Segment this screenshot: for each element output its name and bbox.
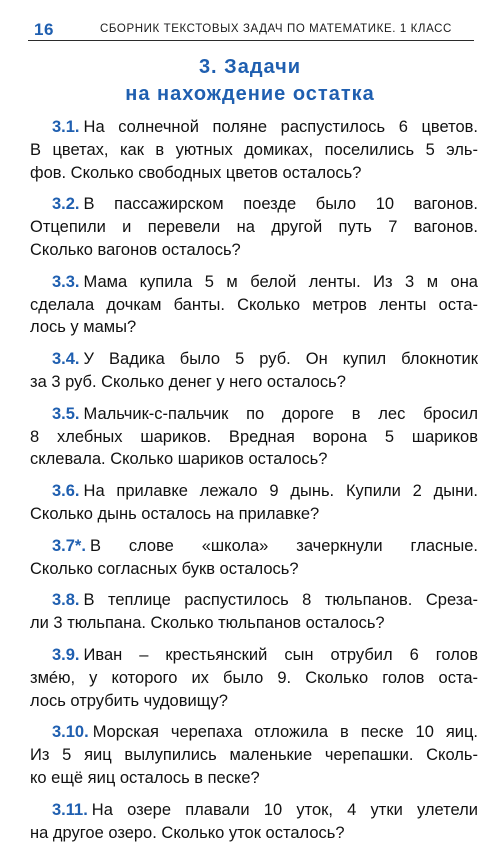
- problem-item: [30, 589, 478, 635]
- problem-text: На солнечной поляне распустилось 6 цветов.: [83, 118, 478, 136]
- problem-number: 3.6.: [52, 482, 80, 501]
- problem-text: за 3 руб. Сколько денег у него осталось?: [30, 372, 346, 391]
- problem-text: В цветах, как в уютных домиках, поселились 5 эль-: [30, 140, 478, 159]
- problem-text: ко ещё яиц осталось в песке?: [30, 768, 260, 787]
- problem-text-line: [30, 271, 478, 294]
- problem-text: Морская черепаха отложила в песке 10 яиц.: [92, 723, 478, 742]
- problem-text-line: [30, 589, 478, 612]
- problem-text-line: [30, 348, 478, 371]
- problem-text: Из 5 яиц вылупились маленькие черепашки. Сколь-: [30, 746, 478, 765]
- problem-item: [30, 480, 478, 526]
- running-head: [28, 20, 474, 42]
- problem-item: [30, 403, 478, 471]
- problem-text: лось у мамы?: [30, 318, 137, 337]
- problem-text: Иван – крестьянский сын отрубил 6 голов: [83, 645, 478, 664]
- header-rule: [28, 40, 474, 41]
- problem-number: 3.11.: [52, 800, 88, 819]
- problem-text: Мальчик-с-пальчик по дороге в лес бросил: [83, 404, 478, 423]
- problem-item: [30, 644, 478, 712]
- problem-text-line: [30, 426, 478, 449]
- problem-text-line: [30, 667, 478, 690]
- problem-text: ли 3 тюльпана. Сколько тюльпанов осталось?: [30, 614, 385, 633]
- problem-text: склевала. Сколько шариков осталось?: [30, 450, 328, 469]
- problem-number: 3.8.: [52, 591, 80, 610]
- problem-text: В пассажирском поезде было 10 вагонов.: [83, 195, 478, 214]
- problem-text-line: [30, 239, 478, 262]
- section-title-line-1: 3. Задачи: [198, 56, 302, 78]
- problem-text-line: [30, 690, 478, 713]
- problem-text: В слове «школа» зачеркнули гласные.: [89, 536, 478, 555]
- problem-text-line: [30, 503, 478, 526]
- problem-text-line: [30, 371, 478, 394]
- problem-item: [30, 116, 478, 184]
- problem-number: 3.5.: [52, 404, 80, 423]
- problem-text: лось отрубить чудовищу?: [30, 691, 228, 710]
- problem-text: Сколько дынь осталось на прилавке?: [30, 504, 320, 523]
- problem-text-line: [30, 644, 478, 667]
- problem-text-line: [30, 448, 478, 471]
- problem-number: 3.10.: [52, 723, 89, 742]
- problem-text-line: [30, 721, 478, 744]
- problem-text: Сколько согласных букв осталось?: [30, 559, 299, 578]
- running-title: СБОРНИК ТЕКСТОВЫХ ЗАДАЧ ПО МАТЕМАТИКЕ. 1 КЛАСС: [100, 23, 452, 35]
- problem-text-line: [30, 316, 478, 339]
- problem-text: змéю, у которого их было 9. Сколько голов оста-: [30, 668, 478, 687]
- problem-text: На озере плавали 10 уток, 4 утки улетели: [91, 800, 478, 819]
- problem-item: [30, 535, 478, 581]
- section-title-line-2: на нахождение остатка: [125, 83, 375, 105]
- problem-text-line: [30, 744, 478, 767]
- problem-number: 3.7*.: [52, 536, 86, 555]
- problem-number: 3.1.: [52, 118, 80, 136]
- problem-text-line: [30, 116, 478, 139]
- problem-text: сделала дочкам банты. Сколько метров ленты оста-: [30, 295, 478, 314]
- problem-text: 8 хлебных шариков. Вредная ворона 5 шариков: [30, 427, 478, 446]
- problem-item: [30, 193, 478, 261]
- problem-text-line: [30, 139, 478, 162]
- problem-text-line: [30, 799, 478, 822]
- problem-text-line: [30, 535, 478, 558]
- problem-text-line: [30, 403, 478, 426]
- problem-number: 3.2.: [52, 195, 80, 214]
- section-heading: [0, 54, 500, 108]
- problem-text-line: [30, 162, 478, 185]
- problems-list: [30, 116, 478, 853]
- problem-number: 3.9.: [52, 645, 80, 664]
- problem-text-line: [30, 558, 478, 581]
- problem-text-line: [30, 480, 478, 503]
- problem-text: На прилавке лежало 9 дынь. Купили 2 дыни.: [83, 482, 478, 501]
- problem-text: Сколько вагонов осталось?: [30, 240, 241, 259]
- problem-text: фов. Сколько свободных цветов осталось?: [30, 163, 362, 182]
- problem-text: Мама купила 5 м белой ленты. Из 3 м она: [83, 272, 478, 291]
- problem-text-line: [30, 216, 478, 239]
- problem-item: [30, 348, 478, 394]
- problem-item: [30, 799, 478, 845]
- problem-text-line: [30, 767, 478, 790]
- problem-text: Отцепили и перевели на другой путь 7 вагонов.: [30, 218, 478, 237]
- problem-text-line: [30, 294, 478, 317]
- problem-item: [30, 721, 478, 789]
- problem-text: У Вадика было 5 руб. Он купил блокнотик: [83, 350, 478, 369]
- problem-text-line: [30, 612, 478, 635]
- problem-item: [30, 271, 478, 339]
- problem-text-line: [30, 822, 478, 845]
- problem-number: 3.3.: [52, 272, 80, 291]
- problem-text-line: [30, 193, 478, 216]
- problem-number: 3.4.: [52, 350, 80, 369]
- page-number: 16: [34, 20, 54, 39]
- problem-text: В теплице распустилось 8 тюльпанов. Среза-: [83, 591, 478, 610]
- problem-text: на другое озеро. Сколько уток осталось?: [30, 823, 345, 842]
